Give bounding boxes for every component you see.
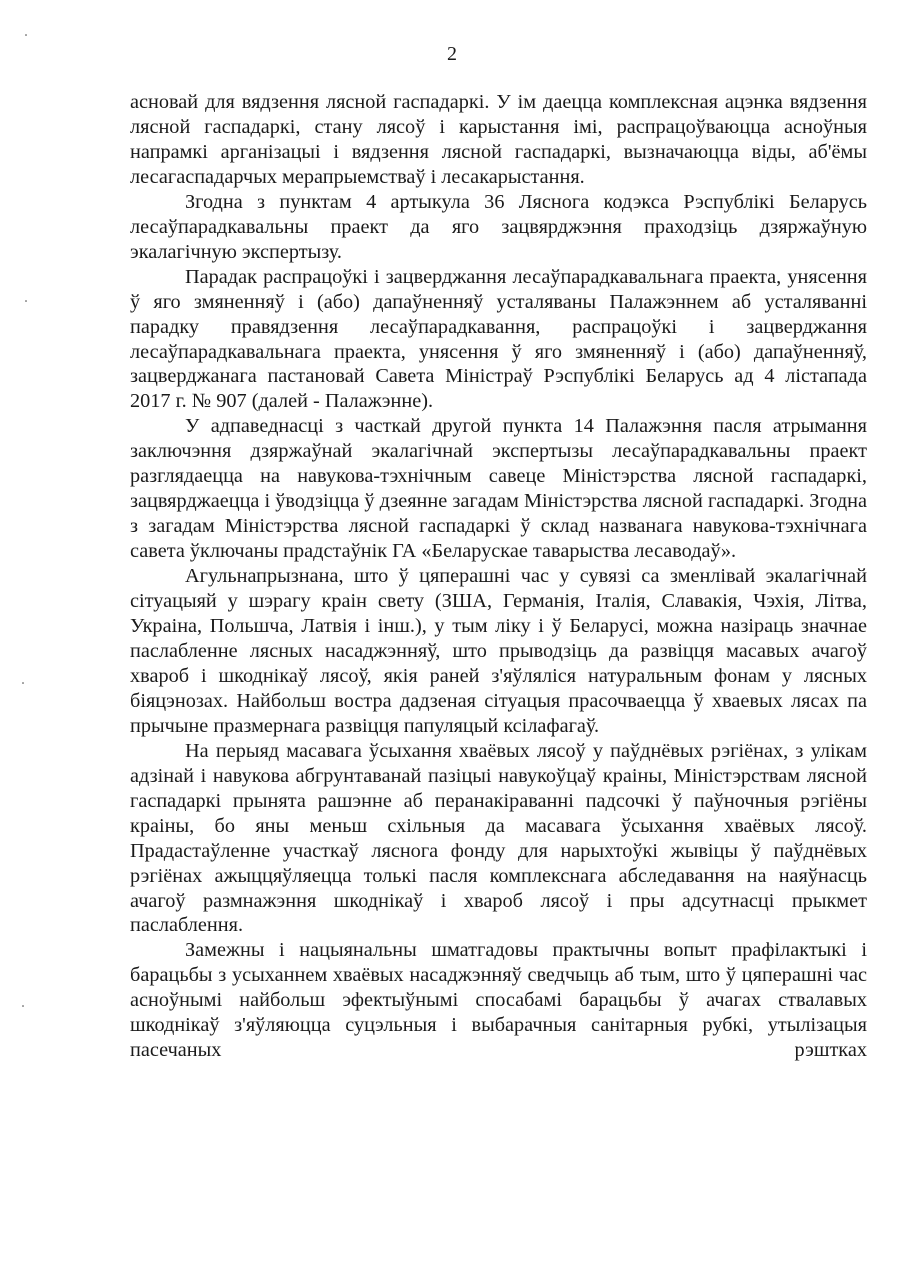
paragraph-technical-council: У адпаведнасці з часткай другой пункта 14 Палажэння пасля атрымання заключэння дзяржаўнай экалагічнай экспертызы лесаўпарадкавальны праект разглядаецца на навукова-тэхнічным савеце Міністэрства лясной гаспадаркі, зацвярджаецца і ўводзіцца ў дзеянне загадам Міністэрства лясной гаспадаркі. Згодна з загадам Міністэрства лясной гаспадаркі ў склад названага навукова-тэхнічнага савета ўключаны прадстаўнік ГА «Беларускае таварыства лесаводаў». bbox=[130, 415, 867, 563]
paragraph-forest-code-expertise: Згодна з пунктам 4 артыкула 36 Ляснога кодэкса Рэспублікі Беларусь лесаўпарадкавальны праект да яго зацвярджэння праходзіць дзяржаўную экалагічную экспертызу. bbox=[130, 190, 867, 263]
document-body bbox=[130, 90, 867, 1063]
scan-artifact-dot bbox=[22, 1005, 24, 1007]
paragraph-continued-intro: асновай для вядзення лясной гаспадаркі. У ім даецца комплексная ацэнка вядзення лясной гаспадаркі, стану лясоў і карыстання імі, распрацоўваюцца асноўныя напрамкі арганізацыі і вядзення лясной гаспадаркі, вызначаюцца віды, аб'ёмы лесагаспадарчых мерапрыемстваў і лесакарыстання. bbox=[130, 91, 867, 188]
paragraph-ecological-situation: Агульнапрызнана, што ў цяперашні час у сувязі са зменлівай экалагічнай сітуацыяй у шэрагу краін свету (ЗША, Германія, Італія, Славакія, Чэхія, Літва, Украіна, Польшча, Латвія і інш.), у тым ліку і ў Беларусі, можна назіраць значнае паслабленне лясных насаджэнняў, што прыводзіць да развіцця масавых ачагоў хвароб і шкоднікаў лясоў, якія раней з'яўляліся натуральным фонам у лясных біяцэнозах. Найбольш востра дадзеная сітуацыя прасочваецца ў хваевых лясах па прычыне празмернага развіцця папуляцый ксілафагаў. bbox=[130, 565, 867, 737]
scan-artifact-dot bbox=[22, 682, 24, 684]
paragraph-control-methods: Замежны і нацыянальны шматгадовы практычны вопыт прафілактыкі і барацьбы з усыханнем хваёвых насаджэнняў сведчыць аб тым, што ў цяперашні час асноўнымі найбольш эфектыўнымі спосабамі барацьбы ў ачагах ствалавых шкоднікаў з'яўляюцца суцэльныя і выбарачныя санітарныя рубкі, утылізацыя пасечаных рэштках bbox=[130, 939, 867, 1062]
scan-artifact-dot bbox=[25, 300, 27, 302]
paragraph-tapping-redirection: На перыяд масавага ўсыхання хваёвых лясоў у паўднёвых рэгіёнах, з улікам адзінай і навукова абгрунтаванай пазіцыі навукоўцаў краіны, Міністэрствам лясной гаспадаркі прынята рашэнне аб перанакіраванні падсочкі ў паўночныя рэгіёны краіны, бо яны меньш схільныя да масавага ўсыхання хваёвых лясоў. Прадастаўленне участкаў ляснога фонду для нарыхтоўкі жывіцы ў паўднёвых рэгіёнах ажыццяўляецца толькі пасля комплекснага абследавання на наяўнасць ачагоў размнажэння шкоднікаў і хвароб лясоў і пры адсутнасці прыкмет паслаблення. bbox=[130, 739, 867, 937]
scan-artifact-dot bbox=[25, 34, 27, 36]
paragraph-approval-procedure: Парадак распрацоўкі і зацверджання лесаўпарадкавальнага праекта, унясення ў яго змяненняў і (або) дапаўненняў усталяваны Палажэннем аб усталяванні парадку правядзення лесаўпарадкавання, распрацоўкі і зацверджання лесаўпарадкавальнага праекта, унясення ў яго змяненняў і (або) дапаўненняў, зацверджанага пастановай Савета Міністраў Рэспублікі Беларусь ад 4 лістапада 2017 г. № 907 (далей - Палажэнне). bbox=[130, 265, 867, 413]
page-number: 2 bbox=[447, 43, 457, 65]
